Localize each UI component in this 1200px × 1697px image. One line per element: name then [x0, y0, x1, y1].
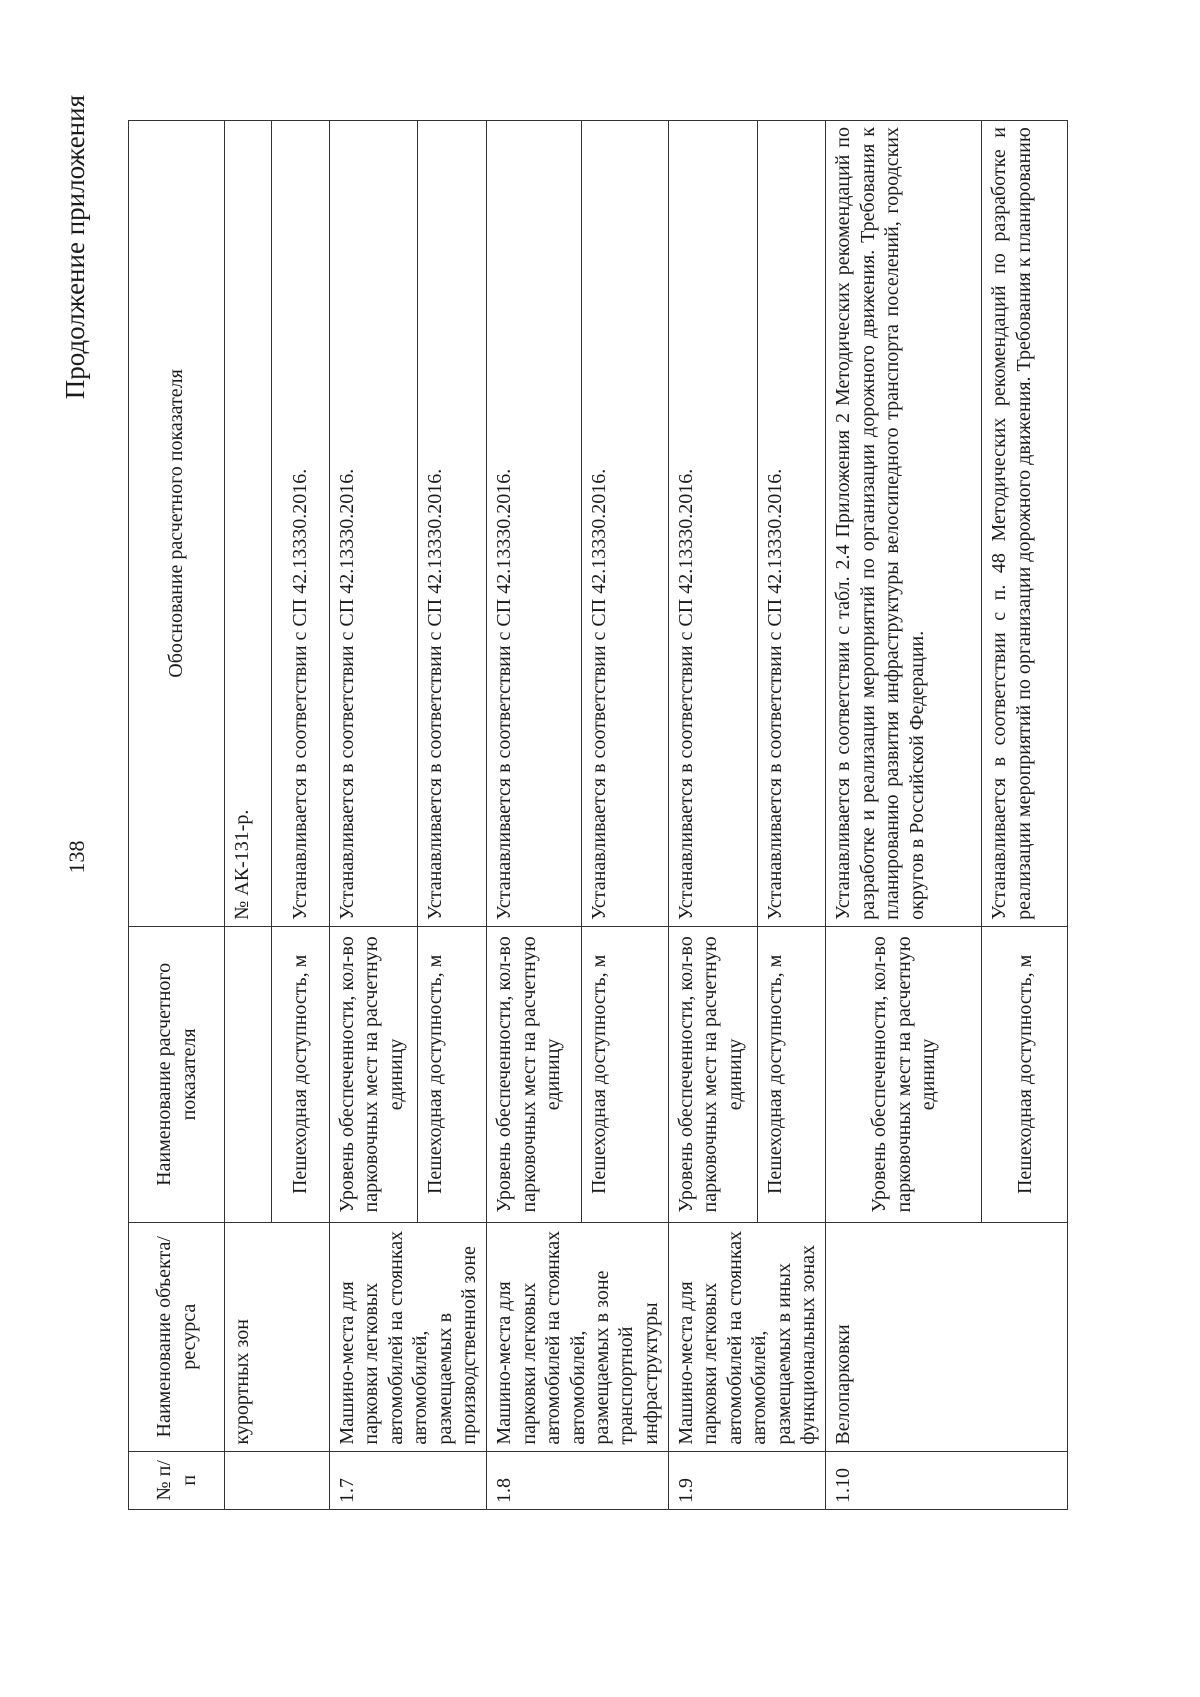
table-header-row	[129, 121, 225, 1510]
row-indicator: Пешеходная доступность, м	[581, 926, 668, 1222]
row-basis: № АК-131-р.	[225, 121, 272, 927]
row-num: 1.9	[669, 1451, 826, 1509]
table-row	[826, 121, 982, 1510]
row-object: Машино-места для парковки легковых автомобилей на стоянках автомобилей, размещаемых в зоне транспортной инфраструктуры	[487, 1222, 669, 1451]
row-object: Велопарковки	[826, 1222, 1068, 1451]
row-basis: Устанавливается в соответствии с СП 42.13330.2016.	[669, 121, 758, 927]
row-indicator: Пешеходная доступность, м	[417, 926, 487, 1222]
row-object: курортных зон	[225, 1222, 330, 1451]
header-indicator: Наименование расчетного показателя	[129, 926, 225, 1222]
indicators-table	[128, 120, 1068, 1510]
table-row	[330, 121, 418, 1510]
row-num: 1.7	[330, 1451, 487, 1509]
row-num	[225, 1451, 330, 1509]
row-object: Машино-места для парковки легковых автомобилей на стоянках автомобилей, размещаемых в производственной зоне	[330, 1222, 487, 1451]
row-object: Машино-места для парковки легковых автомобилей на стоянках автомобилей, размещаемых в иных функциональных зонах	[669, 1222, 826, 1451]
row-basis: Устанавливается в соответствии с табл. 2.4 Приложения 2 Методических рекомендаций по разработке и реализации мероприятий по организации дорожного движения. Требования к планированию развития инфраструктуры велосипедного транспорта поселений, городских округов в Российской Федерации.	[826, 121, 982, 927]
row-indicator: Пешеходная доступность, м	[272, 926, 330, 1222]
row-basis: Устанавливается в соответствии с п. 48 Методических рекомендаций по разработке и реализации мероприятий по организации дорожного движения. Требования к планированию	[982, 121, 1068, 927]
row-indicator: Уровень обеспеченности, кол-во парковочных мест на расчетную единицу	[330, 926, 418, 1222]
row-num: 1.10	[826, 1451, 1068, 1509]
header-basis: Обоснование расчетного показателя	[129, 121, 225, 927]
row-indicator: Уровень обеспеченности, кол-во парковочных мест на расчетную единицу	[487, 926, 581, 1222]
appendix-caption: Продолжение приложения	[60, 95, 90, 400]
row-basis: Устанавливается в соответствии с СП 42.13330.2016.	[581, 121, 668, 927]
table-row	[669, 121, 758, 1510]
row-basis: Устанавливается в соответствии с СП 42.13330.2016.	[487, 121, 581, 927]
table-row	[487, 121, 581, 1510]
row-basis: Устанавливается в соответствии с СП 42.13330.2016.	[272, 121, 330, 927]
row-indicator	[225, 926, 272, 1222]
row-indicator: Уровень обеспеченности, кол-во парковочных мест на расчетную единицу	[669, 926, 758, 1222]
row-basis: Устанавливается в соответствии с СП 42.13330.2016.	[330, 121, 418, 927]
header-object: Наименование объекта/ресурса	[129, 1222, 225, 1451]
row-indicator: Пешеходная доступность, м	[758, 926, 826, 1222]
header-num: № п/п	[129, 1451, 225, 1509]
row-indicator: Пешеходная доступность, м	[982, 926, 1068, 1222]
table-row	[225, 121, 272, 1510]
page-number: 138	[64, 840, 89, 874]
row-basis: Устанавливается в соответствии с СП 42.13330.2016.	[758, 121, 826, 927]
row-basis: Устанавливается в соответствии с СП 42.13330.2016.	[417, 121, 487, 927]
row-num: 1.8	[487, 1451, 669, 1509]
row-indicator: Уровень обеспеченности, кол-во парковочных мест на расчетную единицу	[826, 926, 982, 1222]
